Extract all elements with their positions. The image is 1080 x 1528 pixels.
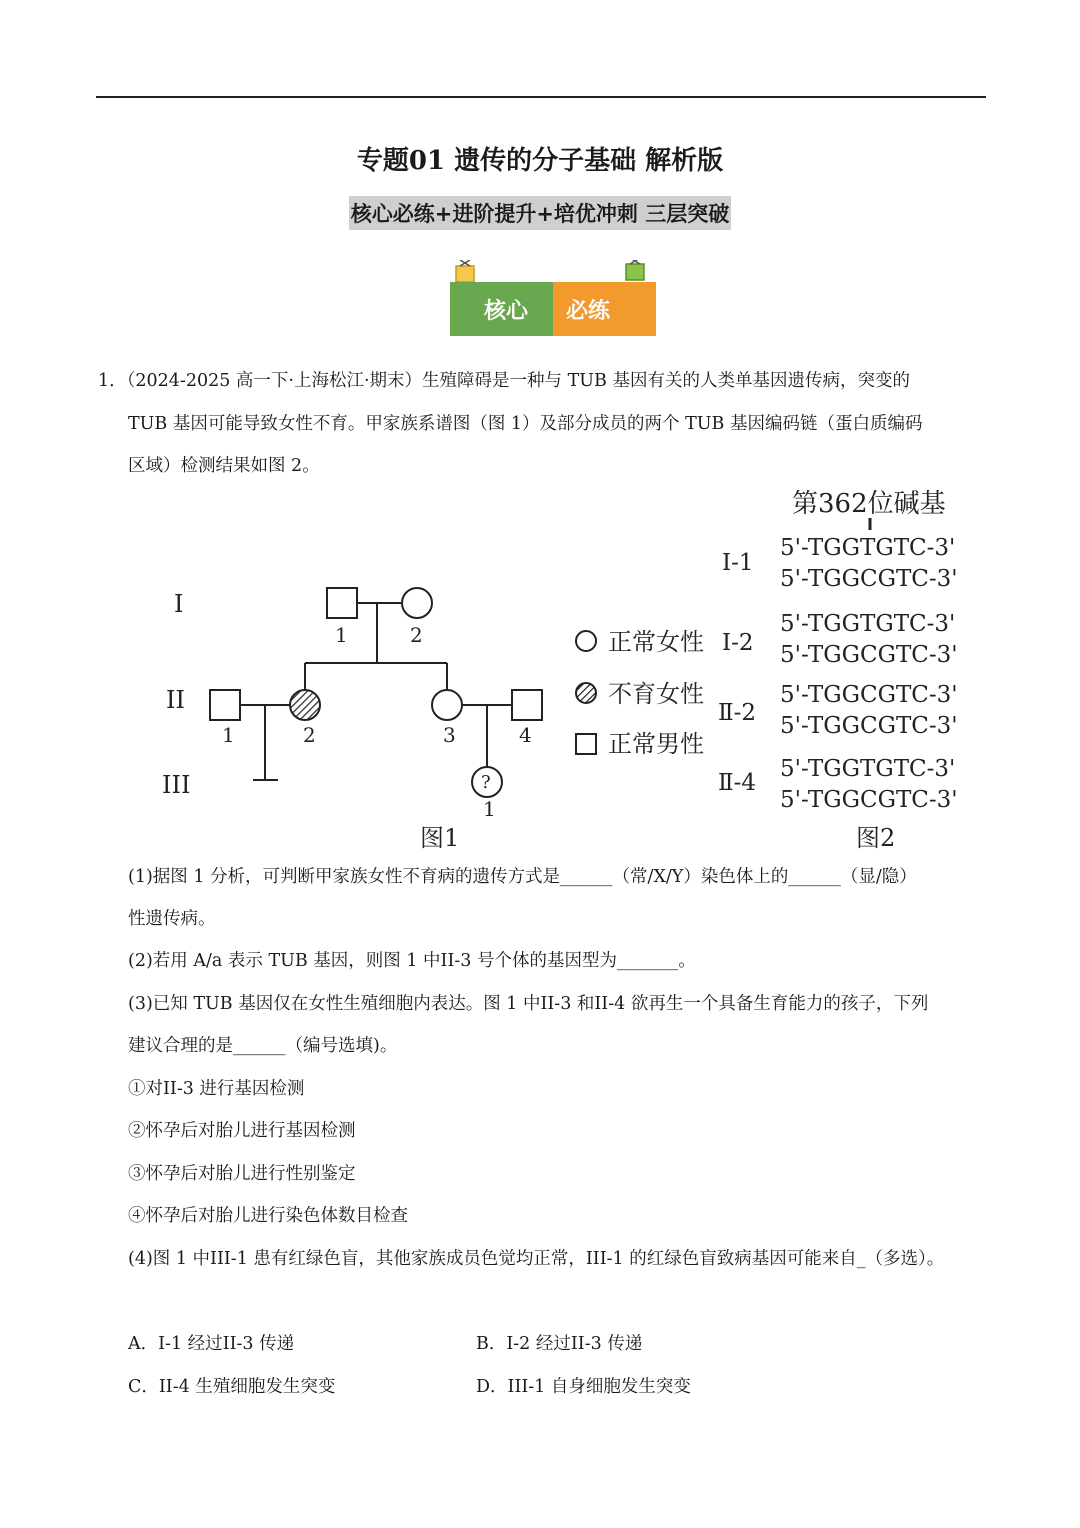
choice-c: C．II-4 生殖细胞发生突变 — [128, 1377, 336, 1397]
legend-normal-male: 正常男性 — [608, 730, 704, 758]
header-rule — [96, 96, 986, 98]
seq-strand: 5'-TGGTGTC-3' — [780, 756, 956, 782]
subq3-line1: (3)已知 TUB 基因仅在女性生殖细胞内表达。图 1 中II-3 和II-4 欲再生一个具备生育能力的孩子，下列 — [128, 994, 929, 1014]
seq-strand: 5'-TGGCGTC-3' — [780, 566, 958, 592]
page-subtitle: 核心必练+进阶提升+培优冲刺 三层突破 — [349, 196, 732, 230]
subq2: (2)若用 A/a 表示 TUB 基因，则图 1 中II-3 号个体的基因型为_______。 — [128, 951, 696, 971]
num-II-1: 1 — [222, 723, 235, 747]
legend-normal-female-icon — [576, 631, 596, 651]
num-I-2: 2 — [410, 623, 423, 647]
base-position-label: 第362位碱基 — [792, 489, 946, 519]
seq-row-label: Ⅱ-4 — [718, 770, 757, 796]
choice-b: B．I-2 经过II-3 传递 — [476, 1334, 643, 1354]
pedigree-I-2-female — [402, 588, 432, 618]
question-stem-line2: TUB 基因可能导致女性不育。甲家族系谱图（图 1）及部分成员的两个 TUB 基因编码链（蛋白质编码 — [128, 414, 923, 434]
badge-right-label: 必练 — [565, 299, 611, 324]
badge-left-label: 核心 — [483, 299, 529, 324]
seq-row-label: Ⅰ-2 — [722, 630, 754, 656]
option-3: ③怀孕后对胎儿进行性别鉴定 — [128, 1164, 356, 1184]
choice-d: D．III-1 自身细胞发生突变 — [476, 1377, 691, 1397]
legend-normal-female: 正常女性 — [608, 628, 704, 656]
subq1-line1: (1)据图 1 分析，可判断甲家族女性不育病的遗传方式是______（常/X/Y）染色体上的______（显/隐） — [128, 867, 917, 887]
fig2-caption: 图2 — [856, 824, 896, 852]
fig1-caption: 图1 — [420, 824, 460, 852]
legend-infertile-female-icon — [576, 683, 596, 703]
pedigree-I-1-male — [327, 588, 357, 618]
gen-II-label: II — [166, 686, 185, 714]
option-4: ④怀孕后对胎儿进行染色体数目检查 — [128, 1206, 408, 1226]
choice-a: A．I-1 经过II-3 传递 — [128, 1334, 295, 1354]
gen-III-label: III — [162, 771, 191, 799]
question-stem-line1: 1．（2024-2025 高一下·上海松江·期末）生殖障碍是一种与 TUB 基因有关的人类单基因遗传病，突变的 — [98, 371, 910, 391]
subq1-line2: 性遗传病。 — [128, 909, 216, 929]
num-III-1-question: ? — [481, 772, 491, 793]
section-badge — [450, 260, 656, 336]
seq-strand: 5'-TGGCGTC-3' — [780, 713, 958, 739]
seq-strand: 5'-TGGCGTC-3' — [780, 642, 958, 668]
option-1: ①对II-3 进行基因检测 — [128, 1079, 305, 1099]
legend-normal-male-icon — [576, 734, 596, 754]
seq-row-label: Ⅰ-1 — [722, 550, 754, 576]
seq-strand: 5'-TGGCGTC-3' — [780, 682, 958, 708]
option-2: ②怀孕后对胎儿进行基因检测 — [128, 1121, 356, 1141]
num-III-1: 1 — [483, 797, 496, 821]
legend-infertile-female: 不育女性 — [608, 680, 704, 708]
pedigree-II-2-infertile-female — [290, 690, 320, 720]
pedigree-II-1-male — [210, 690, 240, 720]
gen-I-label: I — [174, 590, 184, 618]
pedigree-and-sequence-figure — [150, 480, 980, 860]
seq-row-label: Ⅱ-2 — [718, 700, 757, 726]
page-title: 专题01 遗传的分子基础 解析版 — [356, 146, 724, 176]
question-stem-line3: 区域）检测结果如图 2。 — [128, 456, 320, 476]
num-I-1: 1 — [335, 623, 348, 647]
seq-strand: 5'-TGGTGTC-3' — [780, 535, 956, 561]
seq-strand: 5'-TGGCGTC-3' — [780, 787, 958, 813]
pedigree-II-4-male — [512, 690, 542, 720]
seq-strand: 5'-TGGTGTC-3' — [780, 611, 956, 637]
num-II-2: 2 — [303, 723, 316, 747]
num-II-3: 3 — [443, 723, 456, 747]
pedigree-II-3-female — [432, 690, 462, 720]
subq3-line2: 建议合理的是______（编号选填)。 — [128, 1036, 398, 1056]
num-II-4: 4 — [519, 723, 532, 747]
subq4: (4)图 1 中III-1 患有红绿色盲，其他家族成员色觉均正常，III-1 的红绿色盲致病基因可能来自_（多选）。 — [128, 1249, 945, 1269]
